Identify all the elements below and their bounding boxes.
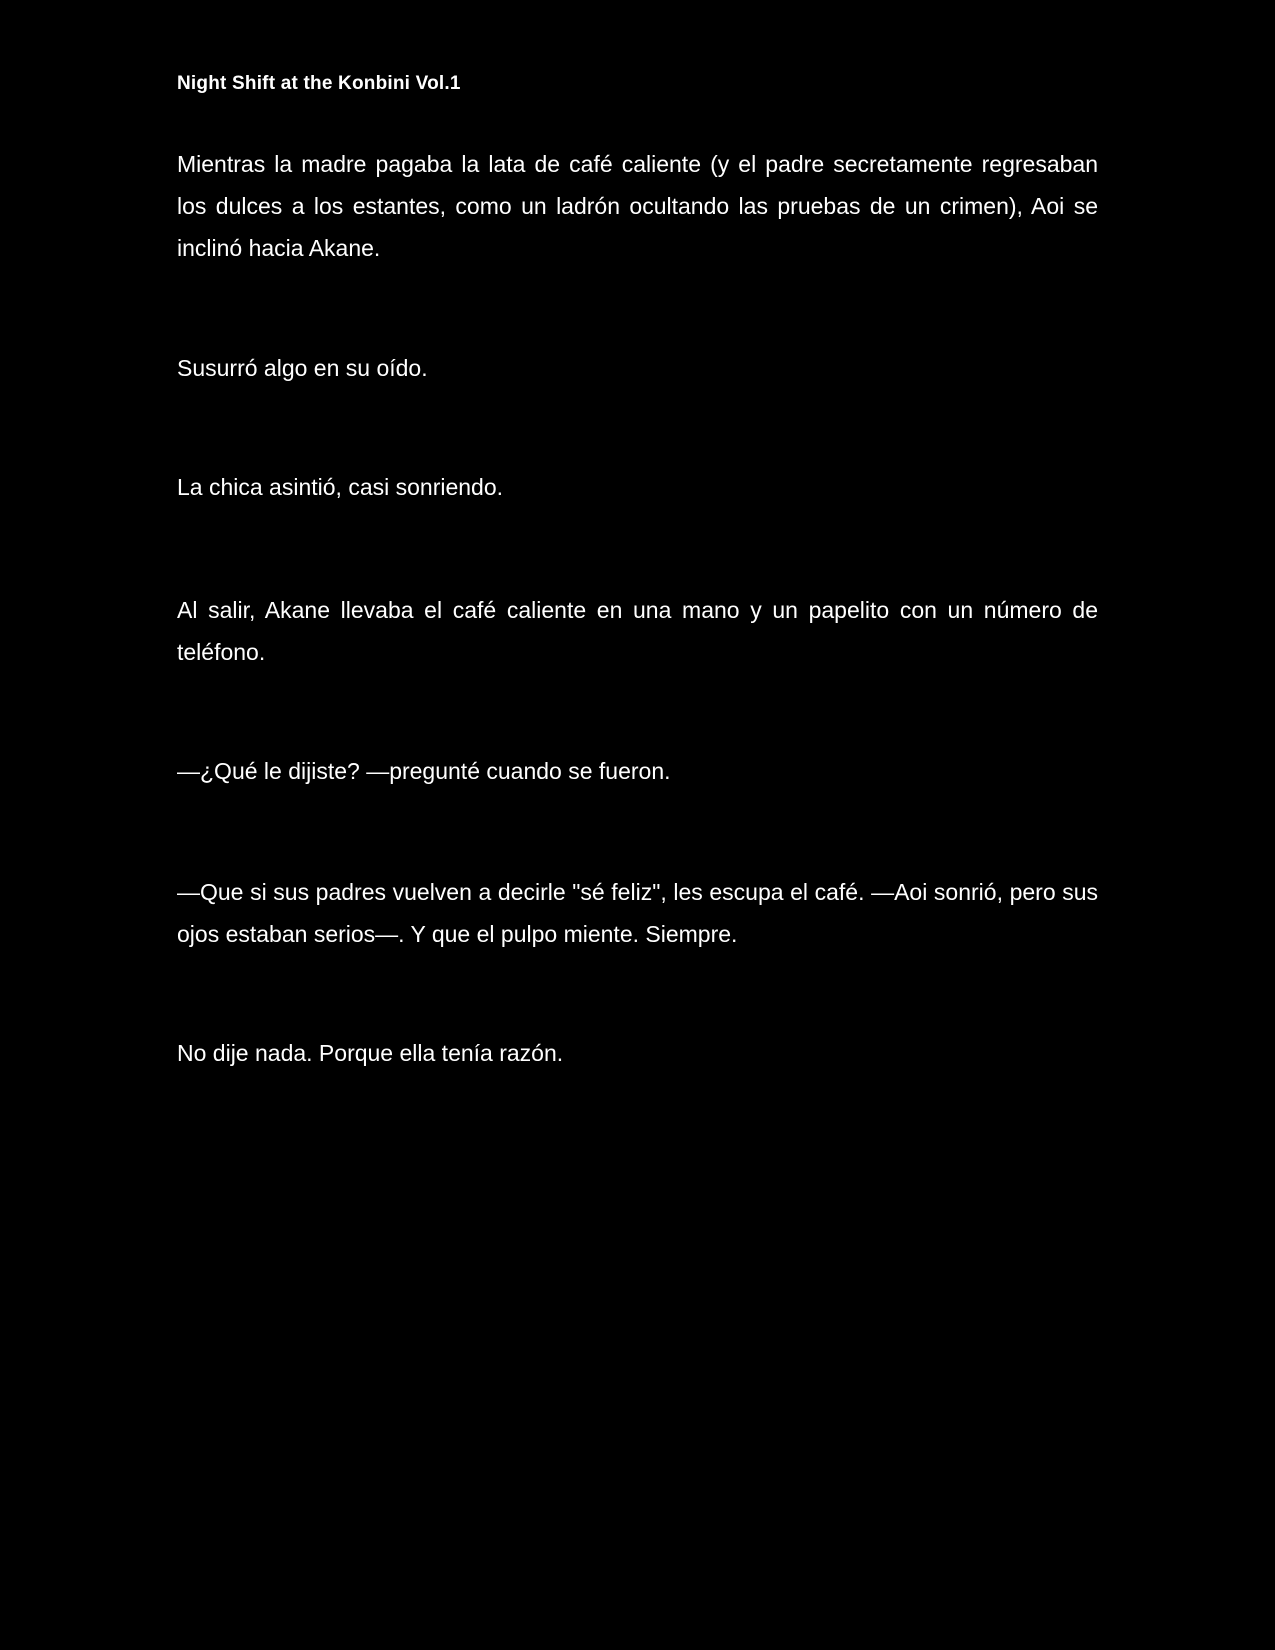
paragraph-1: Mientras la madre pagaba la lata de café caliente (y el padre secretamente regresaban los dulces a los estantes, como un ladrón ocultando las pruebas de un crimen), Aoi se inclinó hacia Akane.: [177, 151, 1098, 261]
paragraph-6: —Que si sus padres vuelven a decirle "sé feliz", les escupa el café. —Aoi sonrió, pero sus ojos estaban serios—. Y que el pulpo miente. Siempre.: [177, 879, 1098, 947]
paragraph-5: —¿Qué le dijiste? —pregunté cuando se fueron.: [177, 758, 671, 784]
paragraph-7: No dije nada. Porque ella tenía razón.: [177, 1040, 564, 1066]
paragraph-2: Susurró algo en su oído.: [177, 355, 428, 381]
running-header: Night Shift at the Konbini Vol.1: [177, 73, 461, 94]
paragraph-3: La chica asintió, casi sonriendo.: [177, 474, 504, 500]
document-page: [177, 0, 1098, 1650]
paragraph-4: Al salir, Akane llevaba el café caliente en una mano y un papelito con un número de teléfono.: [177, 597, 1098, 665]
